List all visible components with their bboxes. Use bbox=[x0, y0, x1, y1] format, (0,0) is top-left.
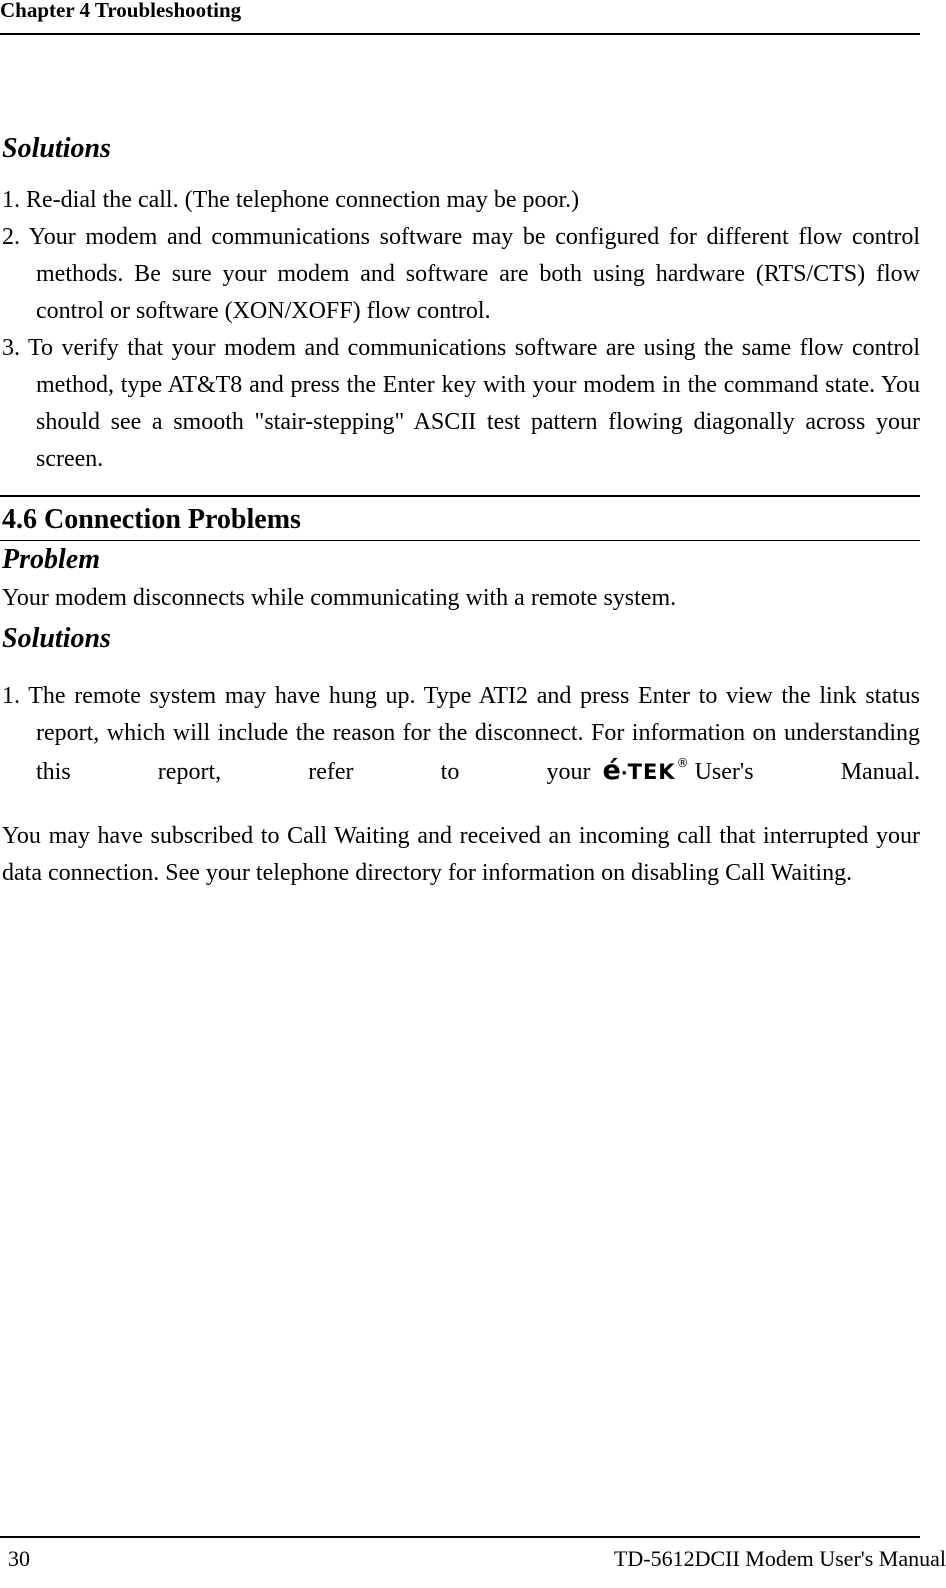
page-header bbox=[0, 0, 920, 35]
solution-item-remote bbox=[2, 678, 920, 794]
manual-title: TD-5612DCII Modem User's Manual bbox=[613, 1546, 946, 1571]
solution-item-text-end: User's Manual. bbox=[694, 759, 921, 785]
footer-divider bbox=[0, 1536, 920, 1538]
problem-text: Your modem disconnects while communicating with a remote system. bbox=[2, 585, 677, 611]
section-divider-top bbox=[0, 495, 920, 497]
solutions-heading-2: Solutions bbox=[2, 623, 111, 654]
solutions-heading: Solutions bbox=[2, 133, 111, 164]
problem-heading: Problem bbox=[2, 544, 100, 575]
solutions-list-2 bbox=[2, 678, 920, 794]
page-number: 30 bbox=[8, 1546, 30, 1571]
solutions-list bbox=[2, 182, 920, 478]
chapter-title: Chapter 4 Troubleshooting bbox=[0, 0, 242, 22]
section-divider-bottom bbox=[0, 540, 920, 541]
section-title: 4.6 Connection Problems bbox=[2, 504, 301, 535]
call-waiting-paragraph: You may have subscribed to Call Waiting and received an incoming call that interrupted your data connection. See your telephone directory for information on disabling Call Waiting. bbox=[2, 823, 920, 886]
solution-item-3: 3. To verify that your modem and communications software are using the same flow control method, type AT&T8 and press the Enter key with your modem in the command state. You should see a smooth "stair-stepping" ASCII test pattern flowing diagonally across your screen. bbox=[2, 335, 920, 472]
etek-logo: é·TEK® bbox=[602, 755, 689, 786]
solution-item-1: 1. Re-dial the call. (The telephone connection may be poor.) bbox=[2, 187, 580, 213]
solution-item-2: 2. Your modem and communications software may be configured for different flow control methods. Be sure your modem and software are both using hardware (RTS/CTS) flow control or software (XON/XOFF) flow control. bbox=[2, 224, 920, 324]
solution-item-text: 1. The remote system may have hung up. Type ATI2 and press Enter to view the link status report, which will include the reason for the disconnect. For information on understanding this report, refer to your bbox=[2, 683, 920, 785]
